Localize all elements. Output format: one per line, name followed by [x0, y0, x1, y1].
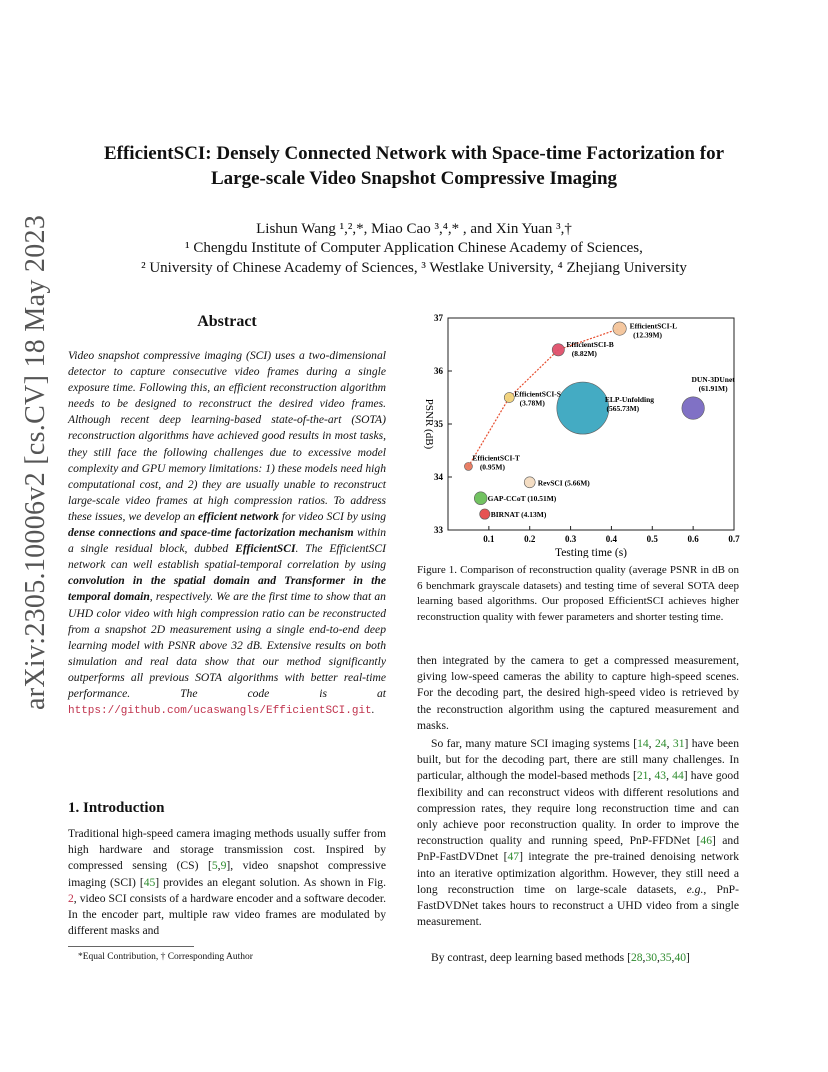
citation-link[interactable]: 28: [630, 951, 643, 964]
point-param-label: (0.95M): [479, 462, 506, 472]
citation-link[interactable]: 43: [654, 769, 667, 783]
right-paragraph-2: So far, many mature SCI imaging systems [14, 24, 31] have been built, but for the decoding part, there are still many challenges. In particular, although the model-based methods [21, 43, 44] have good flexibility and can reconstruct videos with different resolutions and compression rates, they require long reconstruction time and can only achieve poor reconstruction quality. In order to improve the reconstruction quality and running speed, PnP-FFDNet [46] and PnP-FastDVDnet [47] integrate the pre-trained denoising network into an iterative optimization algorithm. However, they still need a long reconstruction time on large-scale datasets, e.g., PnP-FastDVDNet takes hours to reconstruct a UHD video from a single measurement.: [417, 737, 740, 929]
x-tick-label: 0.3: [564, 534, 577, 544]
abstract-text: within a single residual block, dubbed: [68, 526, 386, 556]
abstract-heading: Abstract: [197, 313, 257, 330]
paper-title: [80, 141, 748, 191]
citation-link[interactable]: 47: [507, 850, 520, 864]
figure-caption: Figure 1. Comparison of reconstruction quality (average PSNR in dB on 6 benchmark grayscale datasets) and testing time of several SOTA deep learning based algorithms. Our proposed EfficientSCI achieves higher reconstruction quality with fewer parameters and shorter testing time.: [417, 564, 739, 623]
citation-link[interactable]: 5: [211, 859, 218, 873]
abstract-text: . The EfficientSCI network can well establish spatial-temporal correlation by using: [68, 542, 386, 572]
intro-paragraph: [68, 826, 386, 939]
citation-link[interactable]: 14: [637, 737, 649, 750]
x-tick-label: 0.4: [605, 534, 618, 544]
x-axis-label: Testing time (s): [554, 547, 628, 558]
body-text: So far, many mature SCI imaging systems [: [431, 737, 638, 750]
abstract-body: [68, 348, 386, 719]
citation-link[interactable]: 46: [700, 834, 713, 848]
body-text: ] have been built, but for the decoding part, there are still many challenges. In particular, although the model-based methods [: [417, 737, 739, 783]
point-param-label: (61.91M): [698, 384, 728, 394]
body-text: ,: [671, 951, 675, 964]
body-text: ] and PnP-FastDVDnet [: [417, 834, 740, 864]
affiliation-1: ¹ Chengdu Institute of Computer Application Chinese Academy of Sciences,: [185, 240, 643, 256]
x-tick-label: 0.2: [524, 534, 536, 544]
body-text: ], video snapshot compressive imaging (SCI) [: [68, 859, 386, 889]
y-tick-label: 35: [434, 419, 443, 429]
body-text: ] have good flexibility and can reconstruct videos with different resolutions and compression rates, they require long reconstruction time and can only achieve poor reconstruction quality. In order to improve the reconstruction quality and running speed, PnP-FFDNet [: [417, 769, 740, 848]
y-tick-label: 34: [434, 472, 443, 482]
point-param-label: (12.39M): [633, 330, 663, 340]
body-text: ,: [657, 951, 660, 964]
point-marker: [464, 462, 472, 470]
abstract-bold: convolution in the spatial domain and Transformer in the temporal domain: [68, 574, 386, 604]
y-tick-label: 37: [434, 313, 443, 323]
citation-link[interactable]: 45: [143, 875, 156, 889]
arxiv-stamp: arXiv:2305.10006v2 [cs.CV] 18 May 2023: [20, 214, 51, 710]
citation-link[interactable]: 21: [636, 769, 649, 783]
abstract-text: .: [371, 703, 375, 717]
abstract-text: for video SCI by using: [278, 509, 386, 523]
body-text: ] integrate the pre-trained denoising network into an iterative optimization algorithm. However, they still need a long reconstruction time on large-scale datasets,: [417, 850, 739, 896]
body-text: ,: [642, 951, 646, 964]
author-list: Lishun Wang ¹,²,*, Miao Cao ³,⁴,* , and Xin Yuan ³,†: [256, 221, 572, 237]
point-label: GAP-CCoT (10.51M): [487, 494, 557, 504]
body-text: ] provides an elegant solution. As shown in Fig.: [155, 875, 386, 889]
figure-link[interactable]: 2: [68, 891, 74, 905]
x-tick-label: 0.6: [687, 534, 699, 544]
section-heading-introduction: 1. Introduction: [68, 800, 165, 816]
point-label: EfficientSCI-L: [629, 321, 678, 331]
abstract-bold: efficient network: [198, 509, 279, 523]
point-label: BIRNAT (4.13M): [490, 510, 547, 520]
x-tick-label: 0.5: [646, 534, 658, 544]
y-tick-label: 33: [434, 525, 443, 535]
point-marker: [613, 322, 626, 335]
citation-link[interactable]: 31: [672, 737, 685, 750]
footnote-rule: [68, 946, 194, 947]
citation-link[interactable]: 35: [659, 951, 672, 964]
affiliation-2: ² University of Chinese Academy of Sciences, ³ Westlake University, ⁴ Zhejiang University: [141, 260, 687, 276]
citation-link[interactable]: 24: [655, 737, 667, 750]
abstract-text: Video snapshot compressive imaging (SCI) uses a two-dimensional detector to capture consecutive video frames during a single exposure time. Following this, an efficient reconstruction algorithm needs to be designed to reconstruct the desired video frames. Although recent deep learning-based state-of-the-art (SOTA) reconstruction algorithms have achieved good results in most tasks, they still face the following challenges due to excessive model complexity and GPU memory limitations: 1) these models need high computational cost, and 2) they are usually unable to reconstruct large-scale video frames at high compression ratios. To address these issues, we develop an: [68, 349, 386, 523]
y-axis-label: PSNR (dB): [423, 398, 435, 450]
citation-link[interactable]: 9: [220, 859, 227, 873]
point-param-label: (565.73M): [606, 404, 640, 414]
footnote: *Equal Contribution, † Corresponding Author: [78, 952, 253, 962]
point-label: EfficientSCI-T: [472, 453, 520, 463]
body-text: ,: [217, 859, 221, 873]
body-text: e.g.: [686, 882, 704, 896]
point-label: DUN-3DUnet: [691, 375, 735, 385]
x-tick-label: 0.1: [483, 534, 495, 544]
title-line-2: Large-scale Video Snapshot Compressive Imaging: [210, 168, 618, 189]
code-link[interactable]: https://github.com/ucaswangls/EfficientSCI.git: [68, 705, 372, 718]
citation-link[interactable]: 30: [645, 951, 658, 964]
point-marker: [504, 392, 514, 402]
point-label: EfficientSCI-S: [514, 389, 561, 399]
abstract-bold: EfficientSCI: [235, 542, 296, 556]
y-tick-label: 36: [434, 366, 443, 376]
psnr-vs-time-chart: [412, 308, 744, 558]
right-paragraph-1: then integrated by the camera to get a compressed measurement, giving low-speed cameras the ability to capture high-speed scenes. For the decoding part, the desired high-speed video is retrieved by the reconstruction algorithm using the captured measurement and masks.: [417, 654, 739, 732]
body-text: , video SCI consists of a hardware encoder and a software decoder. In the encoder part, multiple raw video frames are modulated by different masks and: [68, 891, 386, 938]
point-label: RevSCI (5.66M): [537, 478, 590, 488]
point-marker: [552, 344, 564, 356]
x-tick-label: 0.7: [728, 534, 740, 544]
point-marker: [480, 509, 490, 519]
title-line-1: EfficientSCI: Densely Connected Network with Space-time Factorization for: [103, 143, 724, 164]
body-text: Traditional high-speed camera imaging methods usually suffer from high hardware and storage transmission cost. Inspired by compressed sensing (CS) [: [68, 827, 386, 873]
body-text: , PnP-FastDVDNet takes hours to reconstruct a UHD video from a single measurement.: [417, 882, 739, 929]
point-marker: [474, 492, 487, 505]
point-marker: [557, 382, 609, 434]
body-text: ]: [686, 951, 690, 964]
right-paragraph-3: [417, 950, 739, 966]
citation-link[interactable]: 44: [672, 769, 684, 783]
abstract-bold: dense connections and space-time factorization mechanism: [68, 526, 354, 540]
point-marker: [682, 397, 705, 420]
point-marker: [524, 477, 535, 488]
abstract-text: , respectively. We are the first time to show that an UHD color video with high compression ratio can be reconstructed from a snapshot 2D measurement using a single end-to-end deep learning model with PSNR above 32 dB. Extensive results on both simulation and real data show that our method significantly outperforms all previous SOTA algorithms with better real-time performance. The code is at: [68, 590, 386, 700]
point-param-label: (8.82M): [571, 348, 597, 358]
body-text: By contrast, deep learning based methods [: [431, 951, 631, 964]
point-label: ELP-Unfolding: [604, 395, 655, 405]
point-label: EfficientSCI-B: [566, 339, 614, 349]
point-param-label: (3.78M): [519, 398, 545, 408]
citation-link[interactable]: 40: [674, 951, 687, 964]
